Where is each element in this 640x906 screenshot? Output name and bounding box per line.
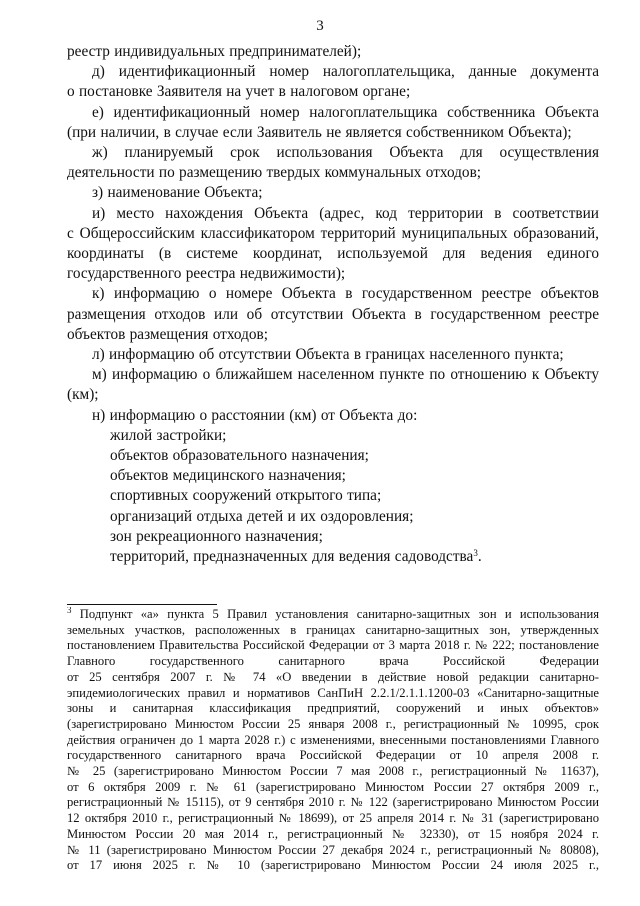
body-line: жилой застройки;: [110, 426, 227, 444]
footnote-line: (зарегистрировано Минюстом России 25 января 2008 г., регистрационный № 10995, срок: [67, 716, 599, 731]
footnote-line: действия ограничен до 1 марта 2028 г.) с изменениями, внесенными постановлениями Главного: [67, 732, 599, 747]
body-line: координаты (в системе координат, используемой для ведения единого: [67, 245, 599, 263]
body-line: государственного реестра недвижимости);: [67, 265, 346, 283]
footnote-line: № 11 (зарегистрировано Минюстом России 27 декабря 2024 г., регистрационный № 80808),: [67, 842, 599, 857]
body-line: объектов образовательного назначения;: [110, 447, 369, 465]
footnote-line: от 6 октября 2009 г. № 61 (зарегистрировано Минюстом России 27 октября 2009 г.,: [67, 779, 599, 794]
footnote-line: [67, 607, 599, 623]
footnote-marker: 3: [67, 607, 72, 615]
body-line: деятельности по размещению твердых коммунальных отходов;: [67, 164, 482, 182]
body-line: о постановке Заявителя на учет в налоговом органе;: [67, 83, 411, 101]
footnote-reference: 3: [473, 548, 478, 559]
body-line: л) информацию об отсутствии Объекта в границах населенного пункта;: [92, 346, 564, 364]
body-line: к) информацию о номере Объекта в государственном реестре объектов: [92, 285, 599, 303]
footnote: [67, 607, 599, 874]
footnote-line: постановлением Правительства Российской Федерации от 3 марта 2018 г. № 222; постановление: [67, 638, 599, 653]
footnote-line: Главного государственного санитарного врача Российской Федерации: [67, 654, 599, 669]
body-line: реестр индивидуальных предпринимателей);: [67, 43, 362, 60]
body-line-last: [67, 547, 599, 567]
footnote-line: земельных участков, расположенных в границах санитарно-защитных зон, утвержденных: [67, 622, 599, 637]
footnote-line: регистрационный № 15115), от 9 сентября 2010 г. № 122 (зарегистрировано Минюстом России: [67, 795, 599, 810]
body-line: (км);: [67, 386, 99, 404]
body-line: з) наименование Объекта;: [92, 184, 263, 202]
footnote-line: № 25 (зарегистрировано Минюстом России 7 мая 2008 г., регистрационный № 11637),: [67, 764, 599, 779]
body-line: н) информацию о расстоянии (км) от Объекта до:: [92, 406, 418, 424]
body-line: объектов размещения отходов;: [67, 325, 269, 343]
body-line: д) идентификационный номер налогоплательщика, данные документа: [92, 63, 599, 81]
body-line: м) информацию о ближайшем населенном пункте по отношению к Объекту: [92, 366, 599, 384]
body-line: с Общероссийским классификатором территорий муниципальных образований,: [67, 224, 599, 242]
footnote-line: Минюстом России 20 мая 2014 г., регистрационный № 32330), от 15 ноября 2024 г.: [67, 826, 599, 841]
footnote-line: 12 октября 2010 г., регистрационный № 18699), от 25 апреля 2014 г. № 31 (зарегистрировано: [67, 811, 599, 826]
body-line: объектов медицинского назначения;: [110, 467, 346, 485]
body-line-text: территорий, предназначенных для ведения садоводства: [110, 548, 474, 566]
body-line: размещения отходов или об отсутствии Объекта в государственном реестре: [67, 305, 599, 323]
body-line: зон рекреационного назначения;: [110, 527, 323, 545]
footnote-separator: [67, 604, 217, 605]
page-number: 3: [316, 18, 324, 34]
body-line: ж) планируемый срок использования Объекта для осуществления: [92, 144, 599, 162]
body-line: и) место нахождения Объекта (адрес, код территории в соответствии: [92, 204, 599, 222]
footnote-line: от 17 июня 2025 г. № 10 (зарегистрировано Минюстом России 24 июля 2025 г.,: [67, 858, 599, 873]
body-line: организаций отдыха детей и их оздоровления;: [110, 507, 414, 525]
footnote-text: Подпункт «а» пункта 5 Правил установления санитарно-защитных зон и использования: [71, 607, 599, 621]
body-text: [67, 42, 599, 567]
footnote-line: эпидемиологических правил и нормативов СанПиН 2.2.1/2.1.1.1200-03 «Санитарно-защитные: [67, 685, 599, 700]
footnote-line: зоны и санитарная классификация предприятий, сооружений и иных объектов»: [67, 701, 599, 716]
footnote-line: государственного санитарного врача Российской Федерации от 10 апреля 2008 г.: [67, 748, 599, 763]
body-line-end: .: [477, 548, 482, 566]
footnote-line: от 25 сентября 2007 г. № 74 «О введении в действие новой редакции санитарно-: [67, 669, 599, 684]
body-line: (при наличии, в случае если Заявитель не является собственником Объекта);: [67, 123, 572, 141]
body-line: спортивных сооружений открытого типа;: [110, 487, 382, 505]
body-line: е) идентификационный номер налогоплательщика собственника Объекта: [92, 103, 599, 121]
